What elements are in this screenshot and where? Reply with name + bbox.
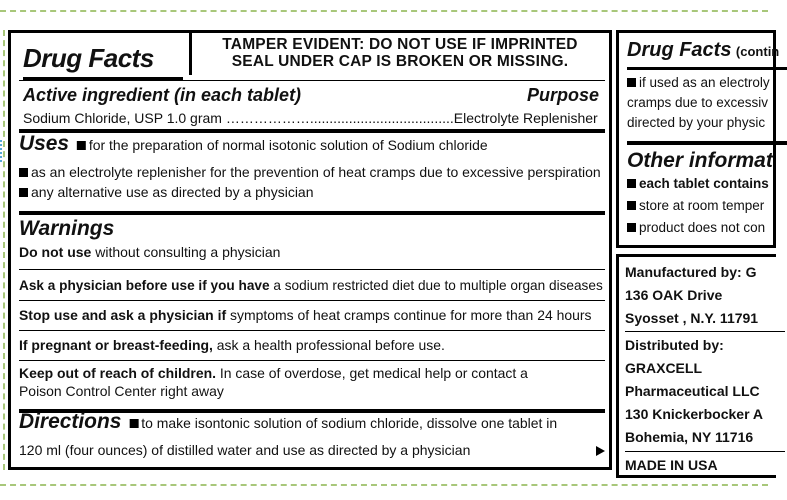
directions-section	[19, 410, 605, 458]
bullet-icon	[19, 168, 28, 177]
divider	[625, 331, 785, 332]
continued-line-2: cramps due to excessiv	[627, 95, 769, 110]
tamper-line-2: SEAL UNDER CAP IS BROKEN OR MISSING.	[231, 53, 569, 70]
uses-item-3: any alternative use as directed by a physician	[31, 184, 314, 200]
bullet-icon	[627, 179, 636, 188]
bullet-icon	[19, 188, 28, 197]
manufacturer-panel	[616, 254, 776, 478]
divider	[627, 141, 787, 145]
divider	[19, 269, 605, 270]
divider	[627, 67, 787, 70]
drug-facts-continued-panel	[616, 30, 780, 248]
divider	[19, 129, 605, 133]
ingredient-line	[23, 109, 598, 127]
divider	[625, 451, 785, 452]
drug-facts-title: Drug Facts	[23, 43, 154, 73]
ask-physician: Ask a physician before use if you have a sodium restricted diet due to multiple organ diseases	[19, 277, 603, 293]
distributor-name-2: Pharmaceutical LLC	[625, 383, 760, 399]
other-info-heading: Other informat	[627, 149, 773, 172]
continue-arrow-icon	[596, 446, 605, 456]
stop-use: Stop use and ask a physician if symptoms of heat cramps continue for more than 24 hours	[19, 307, 592, 323]
uses-section	[19, 132, 605, 200]
continued-title: Drug Facts (contin	[627, 39, 780, 61]
distributor-name-1: GRAXCELL	[625, 360, 702, 376]
distributor-address-2: Bohemia, NY 11716	[625, 429, 754, 445]
active-ingredient-heading: Active ingredient (in each tablet)	[23, 85, 302, 105]
distributor-address-1: 130 Knickerbocker A	[625, 406, 763, 422]
bullet-icon	[627, 201, 636, 210]
divider	[19, 211, 605, 215]
bullet-icon	[627, 78, 636, 87]
other-info-item-3: product does not con	[627, 219, 765, 236]
uses-item-2: as an electrolyte replenisher for the prevention of heat cramps due to excessive perspiration	[31, 164, 601, 180]
divider	[19, 360, 605, 361]
uses-item-1: for the preparation of normal isotonic solution of Sodium chloride	[88, 137, 488, 153]
header-divider	[189, 33, 192, 75]
distributed-by: Distributed by:	[625, 337, 724, 353]
do-not-use: Do not use without consulting a physician	[19, 244, 281, 260]
divider	[19, 300, 605, 301]
manufacturer-address-1: 136 OAK Drive	[625, 287, 723, 303]
pregnant-warning: If pregnant or breast-feeding, ask a health professional before use.	[19, 337, 445, 353]
divider	[19, 80, 605, 81]
drug-facts-panel	[8, 30, 612, 470]
manufactured-by: Manufactured by: G	[625, 264, 757, 280]
bullet-icon	[627, 223, 636, 232]
warnings-section	[19, 217, 605, 260]
continued-line-3: directed by your physic	[627, 115, 766, 130]
purpose-heading: Purpose	[526, 85, 599, 105]
tamper-line-1: TAMPER EVIDENT: DO NOT USE IF IMPRINTED	[222, 36, 578, 53]
other-info-item-2: store at room temper	[627, 197, 764, 214]
bullet-icon	[77, 141, 86, 150]
directions-text-1: to make isontonic solution of sodium chloride, dissolve one tablet in	[141, 415, 558, 431]
drug-facts-header	[11, 33, 609, 81]
divider	[19, 330, 605, 331]
ingredient-dots: ……………….....................................	[225, 110, 454, 126]
bullet-icon	[129, 419, 138, 428]
uses-heading: Uses	[19, 132, 70, 155]
made-in-usa: MADE IN USA	[625, 457, 718, 473]
tamper-warning	[197, 36, 603, 70]
ingredient-name: Sodium Chloride, USP 1.0 gram	[23, 110, 222, 126]
directions-heading: Directions	[19, 410, 122, 433]
other-info-item-1: each tablet contains	[627, 175, 769, 192]
cut-line-top	[0, 10, 768, 12]
keep-out-of-reach: Keep out of reach of children. In case of overdose, get medical help or contact a Poison Control Center right away	[19, 365, 528, 399]
continued-line-1: if used as an electroly	[627, 74, 770, 91]
ingredient-purpose: Electrolyte Replenisher	[453, 110, 598, 126]
cut-line-bottom	[0, 484, 768, 486]
directions-text-2: 120 ml (four ounces) of distilled water and use as directed by a physician	[19, 442, 471, 458]
cut-line-left	[3, 30, 5, 470]
manufacturer-address-2: Syosset , N.Y. 11791	[625, 310, 759, 326]
registration-mark	[0, 140, 8, 162]
warnings-heading: Warnings	[19, 217, 115, 240]
